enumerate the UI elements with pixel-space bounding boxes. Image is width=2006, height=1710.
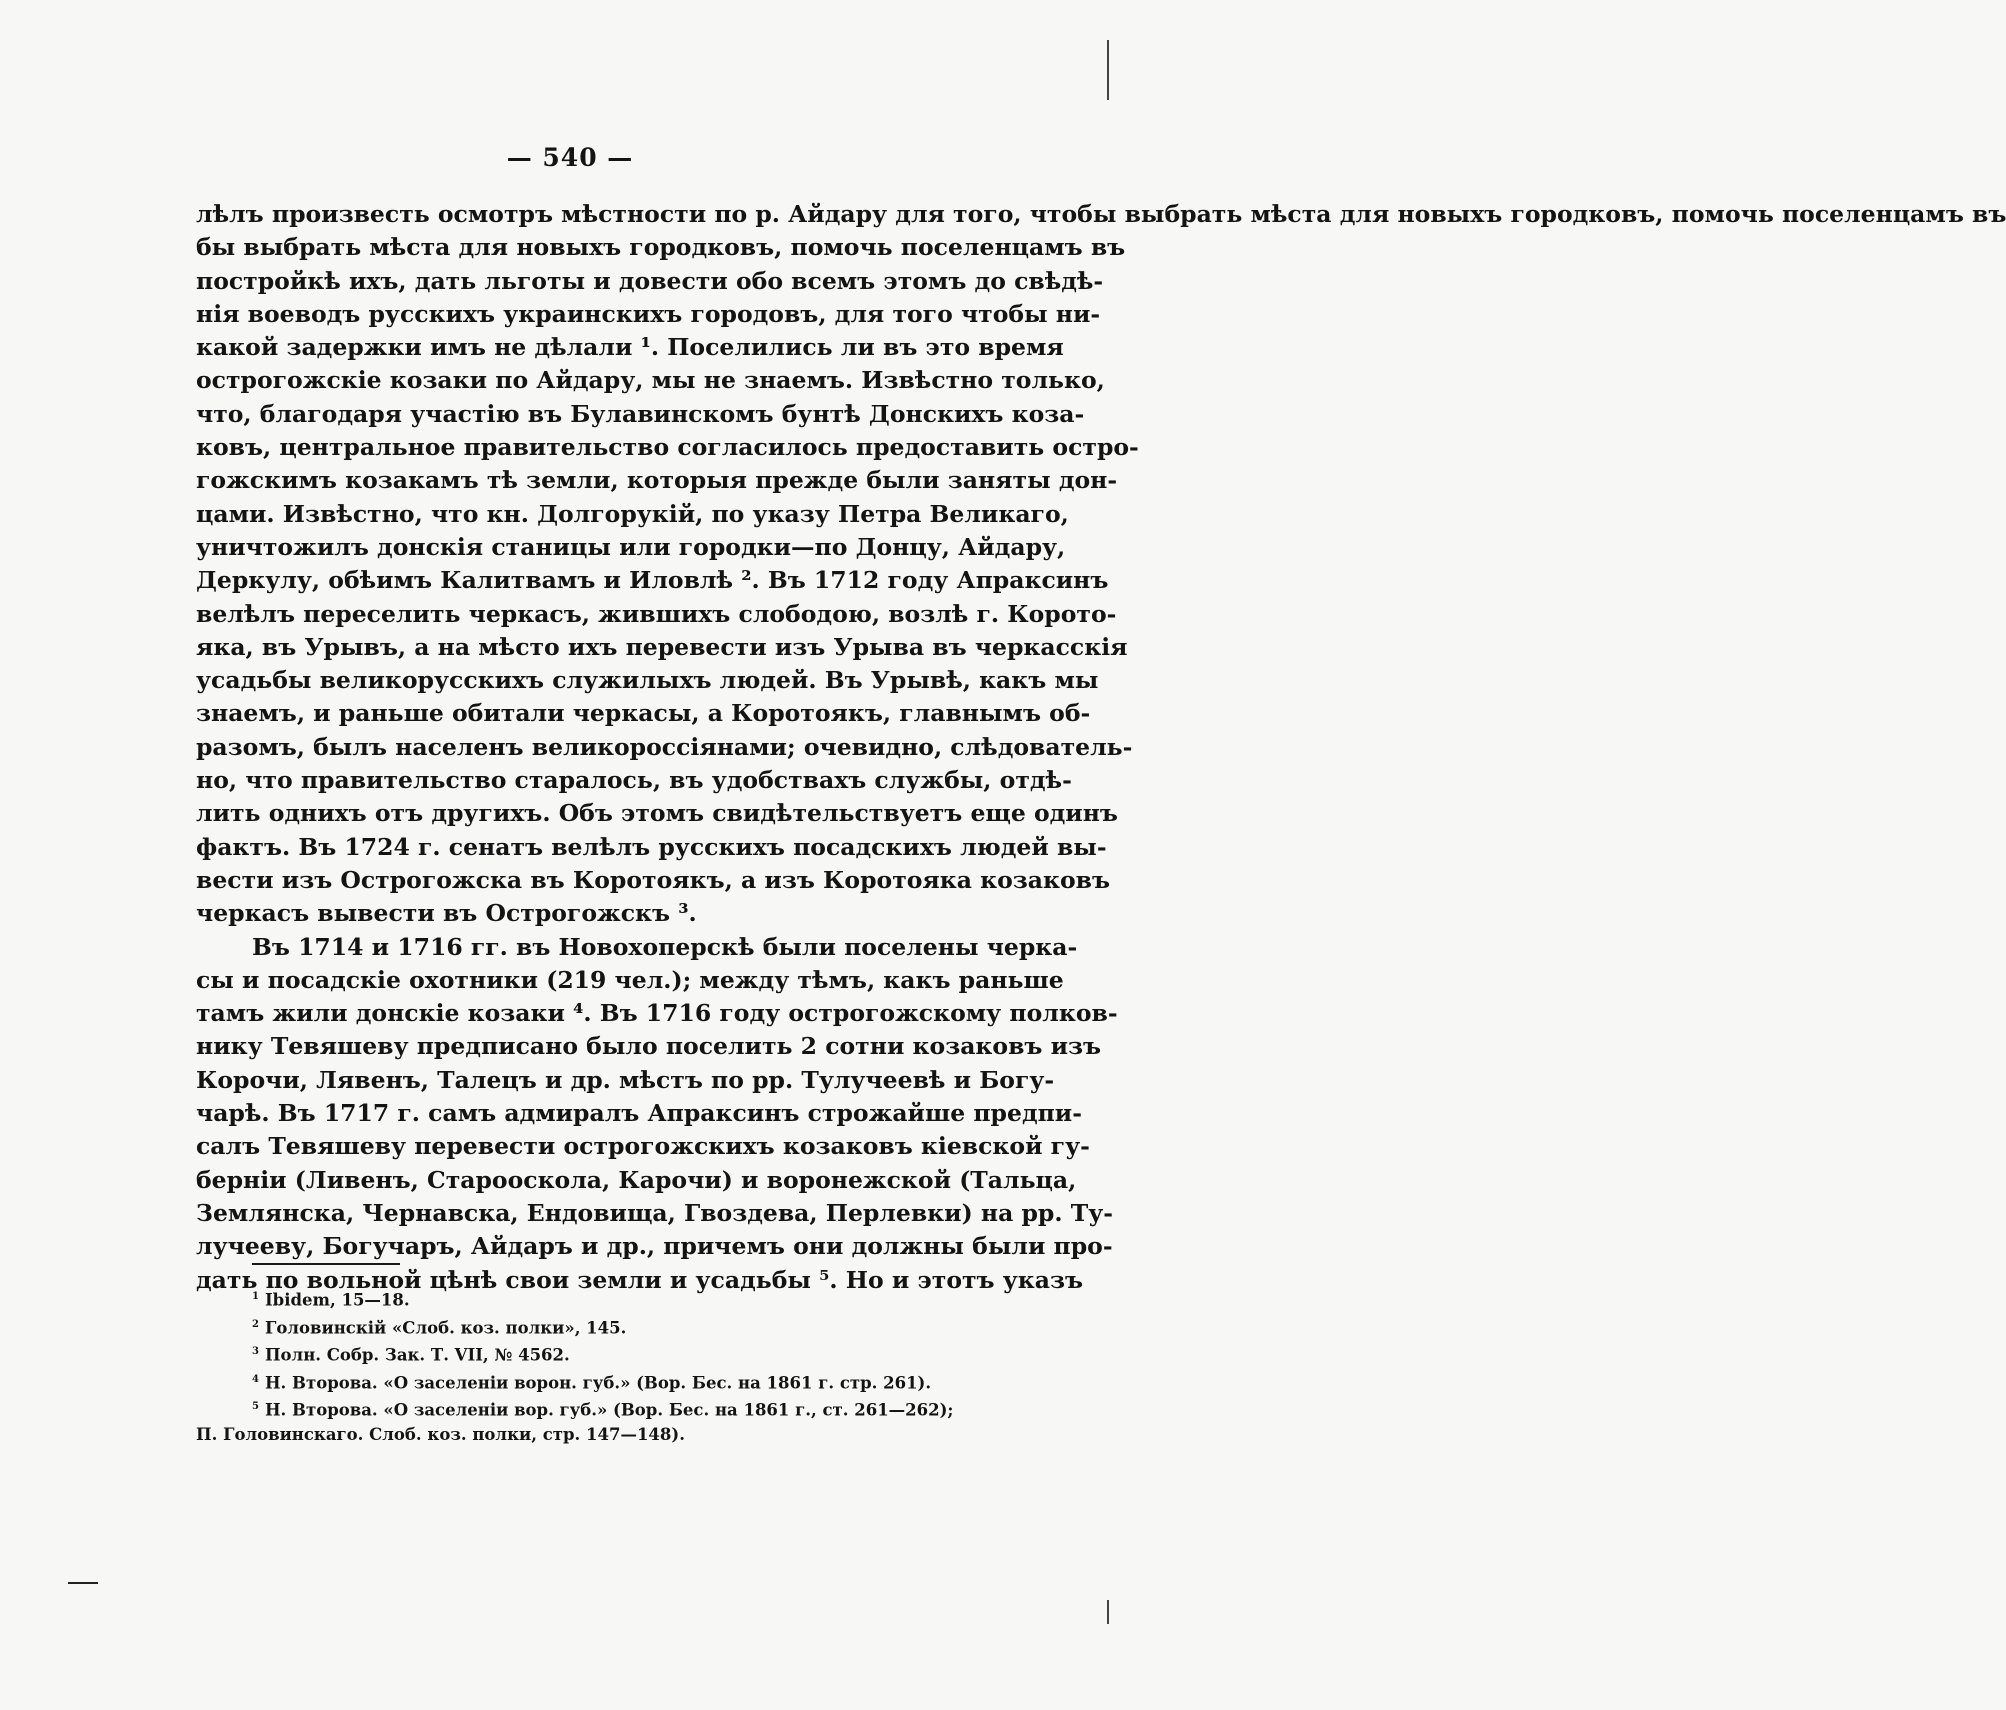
text-line-fragment: лѣлъ произвесть осмотръ мѣстности по р. Айдару для того, чтобы выбрать мѣста для новыхъ городковъ, помочь поселенцамъ въ: [196, 200, 2006, 228]
text-line: нія воеводъ русскихъ украинскихъ городовъ, для того чтобы ни-: [196, 299, 1101, 328]
text-line: Деркулу, обѣимъ Калитвамъ и Иловлѣ ². Въ 1712 году Апраксинъ: [196, 566, 1109, 595]
text-line: дать по вольной цѣнѣ свои земли и усадьбы ⁵. Но и этотъ указъ: [196, 1265, 1084, 1294]
text-line: постройкѣ ихъ, дать льготы и довести обо всемъ этомъ до свѣдѣ-: [196, 266, 1104, 295]
footnote-text: Н. Второва. «О заселеніи ворон. губ.» (Вор. Бес. на 1861 г. стр. 261).: [264, 1373, 932, 1392]
text-line: гожскимъ козакамъ тѣ земли, которыя прежде были заняты дон-: [196, 466, 1118, 495]
footnote-text: Головинскій «Слоб. коз. полки», 145.: [264, 1318, 627, 1337]
footnote: [196, 1366, 980, 1394]
text-line: Въ 1714 и 1716 гг. въ Новохоперскѣ были поселены черка-: [252, 932, 1078, 961]
text-line: ковъ, центральное правительство согласилось предоставить остро-: [196, 433, 1139, 462]
footnote-mark: 4: [252, 1373, 259, 1385]
footnote-text: Ibidem, 15—18.: [264, 1290, 410, 1310]
margin-dash-mark: [68, 1582, 98, 1584]
text-line: лучееву, Богучаръ, Айдаръ и др., причемъ они должны были про-: [196, 1232, 1113, 1261]
page-number: — 540 —: [506, 143, 634, 172]
text-line: яка, въ Урывъ, а на мѣсто ихъ перевести изъ Урыва въ черкасскія: [196, 632, 1128, 661]
footnote: [196, 1338, 980, 1366]
text-line: но, что правительство старалось, въ удобствахъ службы, отдѣ-: [196, 766, 1072, 795]
text-line: усадьбы великорусскихъ служилыхъ людей. Въ Урывѣ, какъ мы: [196, 666, 1099, 695]
text-line: какой задержки имъ не дѣлали ¹. Поселились ли въ это время: [196, 333, 1064, 362]
text-line: Корочи, Лявенъ, Талецъ и др. мѣстъ по рр. Тулучеевѣ и Богу-: [196, 1065, 1055, 1094]
text-line: черкасъ вывести въ Острогожскъ ³.: [196, 899, 697, 928]
footnote-text: Н. Второва. «О заселеніи вор. губ.» (Вор. Бес. на 1861 г., ст. 261—262);: [264, 1400, 954, 1420]
text-line: велѣлъ переселить черкасъ, жившихъ слободою, возлѣ г. Корото-: [196, 599, 1117, 628]
footnote-divider: [252, 1263, 400, 1265]
text-line: разомъ, былъ населенъ великороссіянами; очевидно, слѣдователь-: [196, 732, 1133, 761]
footnote-text: Полн. Собр. Зак. Т. VII, № 4562.: [264, 1345, 570, 1365]
text-line: чарѣ. Въ 1717 г. самъ адмиралъ Апраксинъ строжайше предпи-: [196, 1099, 1082, 1128]
text-line: [196, 198, 2006, 231]
footnote-mark: 2: [252, 1318, 259, 1330]
footnote-mark: 1: [252, 1291, 259, 1302]
text-line: что, благодаря участію въ Булавинскомъ бунтѣ Донскихъ коза-: [196, 399, 1085, 428]
main-text-block: [196, 198, 2006, 1297]
footnote-text: П. Головинскаго. Слоб. коз. полки, стр. 147—148).: [196, 1424, 685, 1444]
text-line: лить однихъ отъ другихъ. Объ этомъ свидѣтельствуетъ еще одинъ: [196, 799, 1118, 828]
footnote: [196, 1393, 980, 1421]
footnote: [196, 1283, 980, 1311]
text-line: Землянска, Чернавска, Ендовища, Гвоздева, Перлевки) на рр. Ту-: [196, 1198, 1114, 1227]
edge-scan-mark: [1107, 1600, 1109, 1624]
text-line: уничтожилъ донскія станицы или городки—по Донцу, Айдару,: [196, 532, 1066, 561]
text-line: вести изъ Острогожска въ Коротоякъ, а изъ Коротояка козаковъ: [196, 865, 1111, 894]
text-line: нику Тевяшеву предписано было поселить 2 сотни козаковъ изъ: [196, 1032, 1102, 1061]
text-line: знаемъ, и раньше обитали черкасы, а Коротоякъ, главнымъ об-: [196, 699, 1091, 728]
footnote-continuation: [196, 1421, 980, 1449]
text-line: берніи (Ливенъ, Старооскола, Карочи) и воронежской (Тальца,: [196, 1165, 1077, 1194]
footnotes-block: [196, 1283, 980, 1448]
text-line: тамъ жили донскіе козаки ⁴. Въ 1716 году острогожскому полков-: [196, 999, 1118, 1028]
footnote: [196, 1311, 980, 1339]
text-line: фактъ. Въ 1724 г. сенатъ велѣлъ русскихъ посадскихъ людей вы-: [196, 832, 1107, 861]
text-line: острогожскіе козаки по Айдару, мы не знаемъ. Извѣстно только,: [196, 366, 1105, 395]
text-line: салъ Тевяшеву перевести острогожскихъ козаковъ кіевской гу-: [196, 1132, 1090, 1161]
text-line: сы и посадскіе охотники (219 чел.); между тѣмъ, какъ раньше: [196, 965, 1064, 994]
edge-scan-mark: [1107, 40, 1109, 100]
text-line: бы выбрать мѣста для новыхъ городковъ, помочь поселенцамъ въ: [196, 233, 1126, 262]
footnote-mark: 5: [252, 1401, 259, 1412]
text-line: цами. Извѣстно, что кн. Долгорукій, по указу Петра Великаго,: [196, 499, 1069, 528]
footnote-mark: 3: [252, 1346, 259, 1357]
